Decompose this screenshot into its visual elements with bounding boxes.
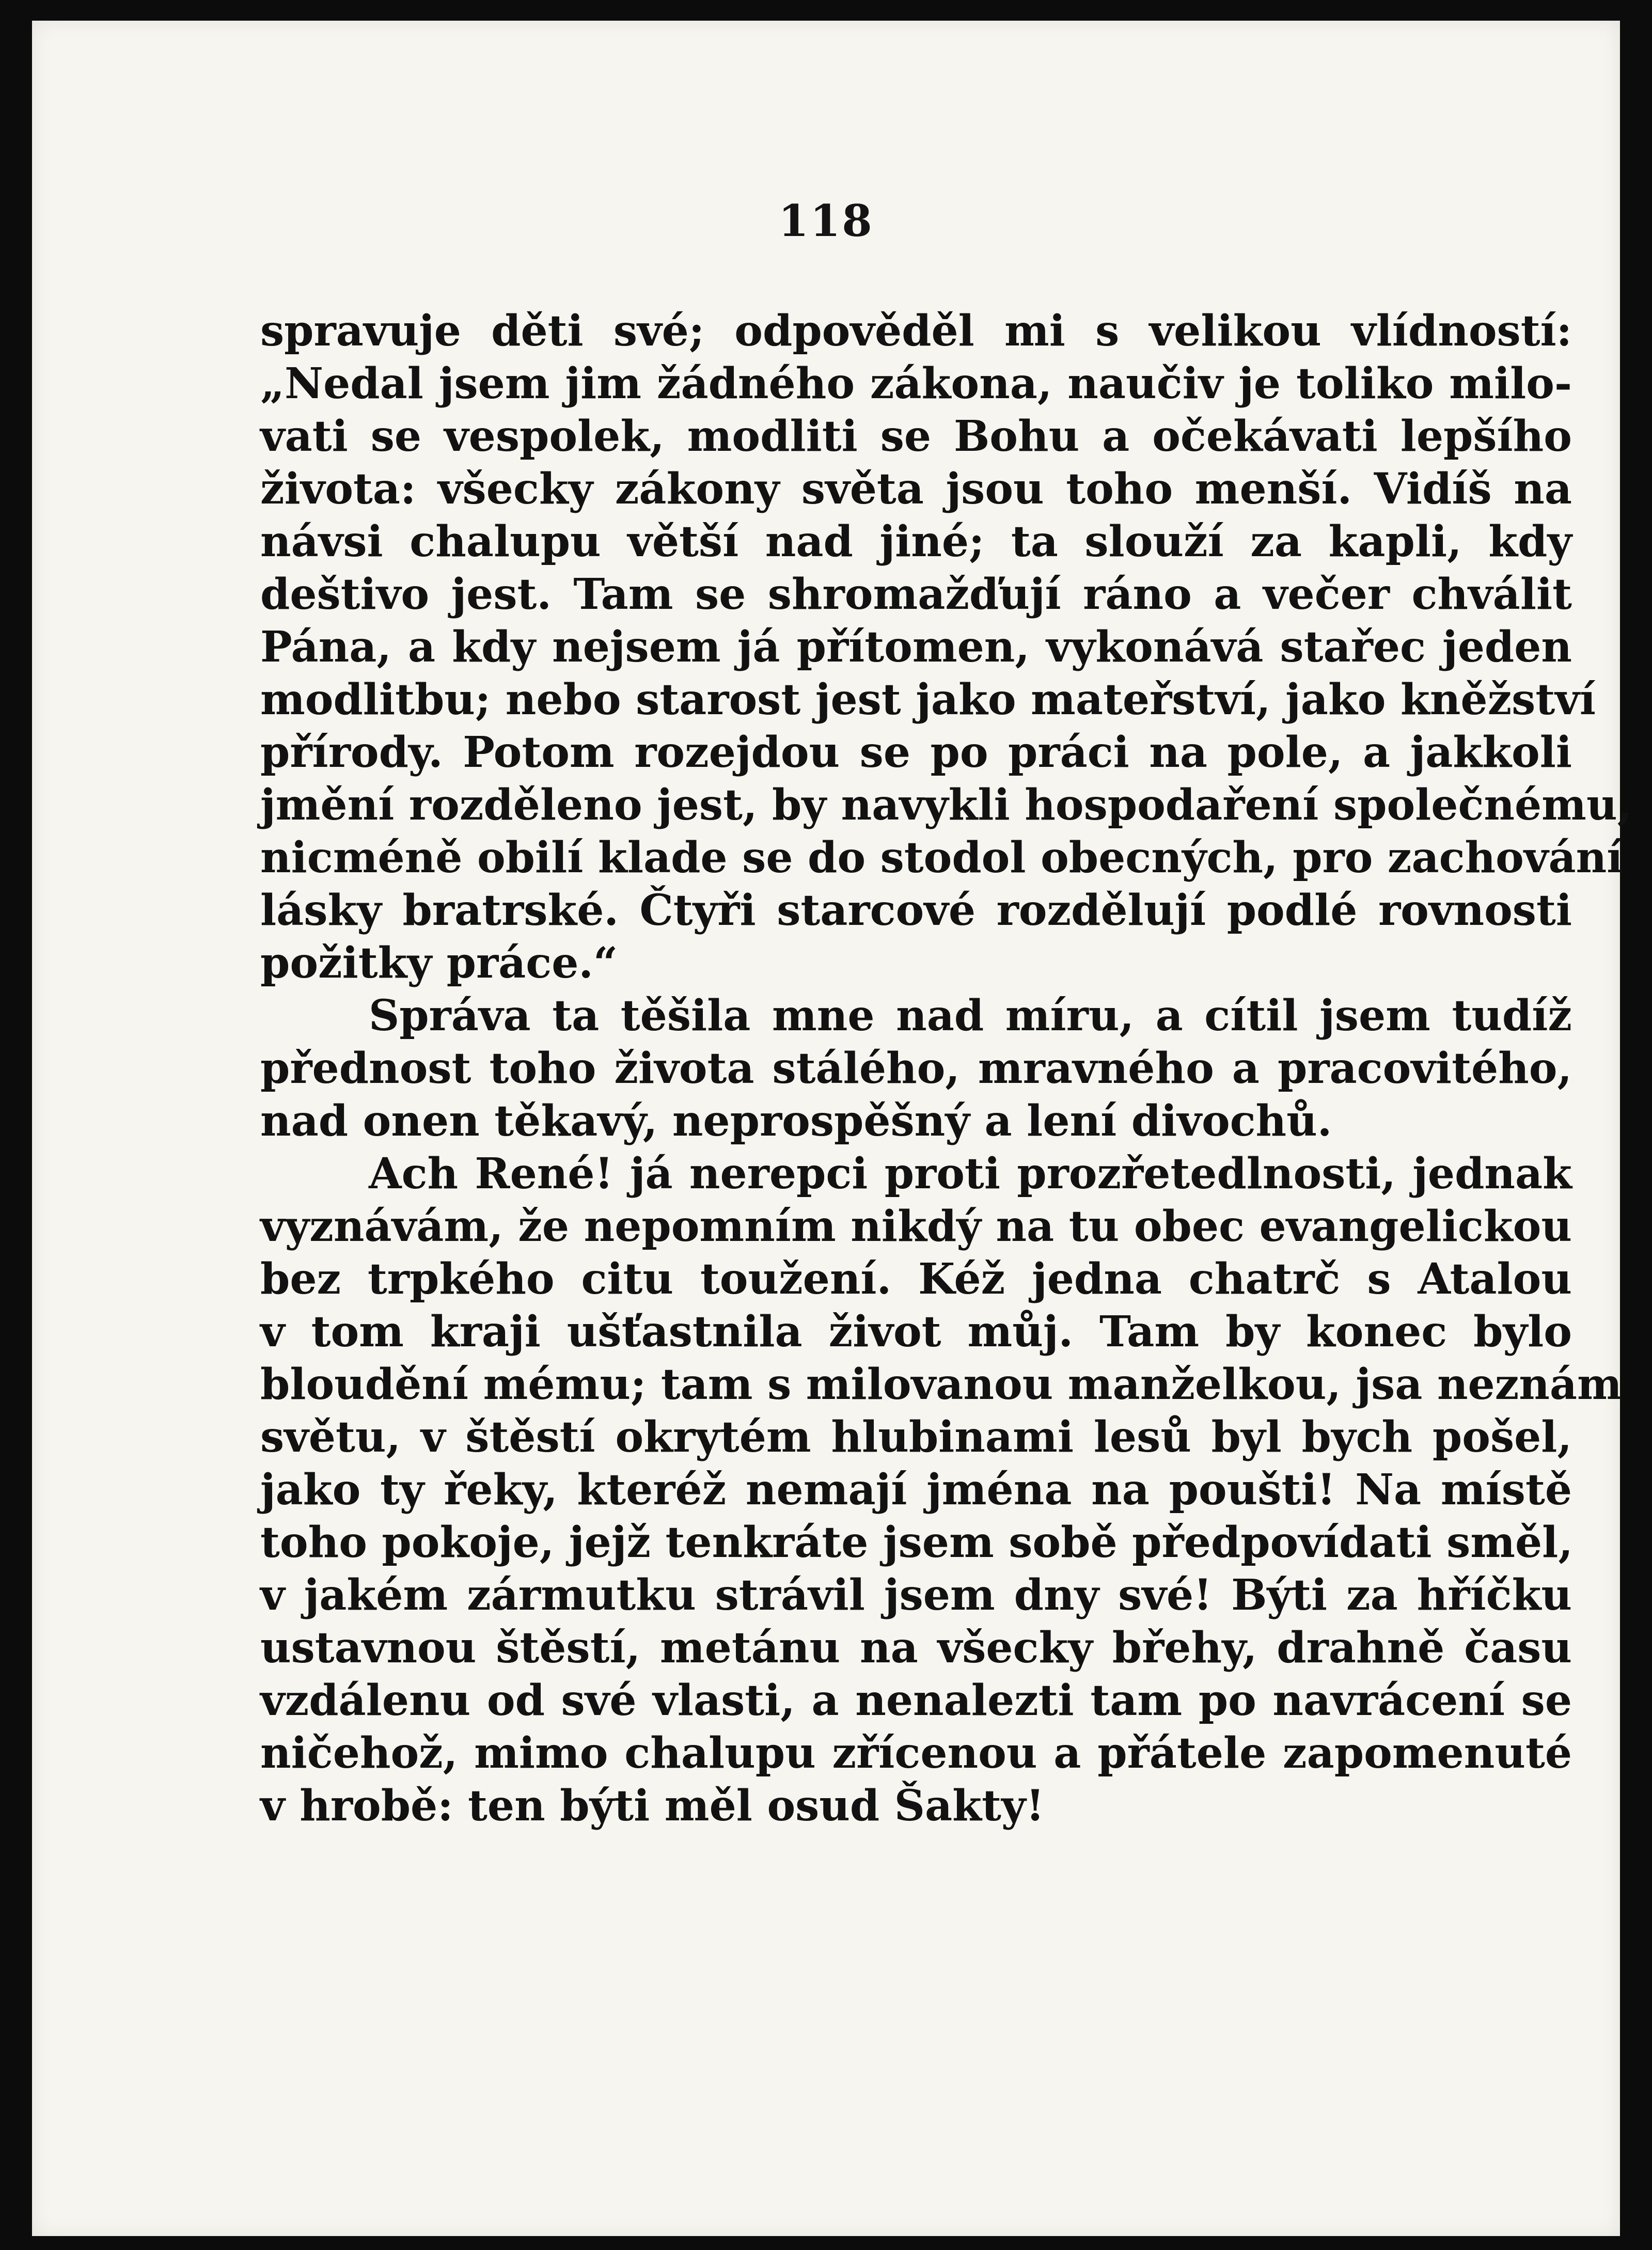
text-line: toho pokoje, jejž tenkráte jsem sobě předpovídati směl, xyxy=(260,1518,1573,1567)
text-line: nad onen těkavý, neprospěšný a lení divochů. xyxy=(260,1096,1332,1146)
text-line: vzdálenu od své vlasti, a nenalezti tam po navrácení se xyxy=(260,1676,1572,1725)
book-page xyxy=(32,21,1632,2236)
text-line: vyznávám, že nepomním nikdý na tu obec evangelickou xyxy=(260,1202,1572,1251)
text-line: spravuje děti své; odpověděl mi s velikou vlídností: xyxy=(260,306,1572,356)
text-line: v hrobě: ten býti měl osud Šakty! xyxy=(260,1781,1045,1831)
text-line: bloudění mému; tam s milovanou manželkou, jsa neznám xyxy=(260,1360,1622,1409)
text-line: v jakém zármutku strávil jsem dny své! Býti za hříčku xyxy=(260,1570,1572,1620)
text-line: ustavnou štěstí, metánu na všecky břehy, drahně času xyxy=(260,1623,1572,1673)
text-line: lásky bratrské. Čtyři starcové rozdělují podlé rovnosti xyxy=(260,886,1572,935)
text-line: Pána, a kdy nejsem já přítomen, vykonává stařec jeden xyxy=(260,622,1572,672)
page-number: 118 xyxy=(778,195,874,246)
text-line: nicméně obilí klade se do stodol obecných, pro zachování xyxy=(260,833,1623,883)
text-line: deštivo jest. Tam se shromažďují ráno a večer chválit xyxy=(260,570,1572,619)
text-line: vati se vespolek, modliti se Bohu a očekávati lepšího xyxy=(260,412,1572,461)
text-line: Správa ta těšila mne nad míru, a cítil jsem tudíž xyxy=(369,991,1572,1041)
text-line: návsi chalupu větší nad jiné; ta slouží za kapli, kdy xyxy=(260,517,1572,567)
text-line: jako ty řeky, kteréž nemají jména na poušti! Na místě xyxy=(260,1465,1572,1515)
text-line: bez trpkého citu toužení. Kéž jedna chatrč s Atalou xyxy=(260,1254,1572,1304)
text-line: přednost toho života stálého, mravného a pracovitého, xyxy=(260,1044,1572,1093)
text-line: života: všecky zákony světa jsou toho menší. Vidíš na xyxy=(260,464,1572,514)
text-line: modlitbu; nebo starost jest jako mateřství, jako kněžství xyxy=(260,675,1596,725)
text-line: požitky práce.“ xyxy=(260,938,618,988)
text-line: světu, v štěstí okrytém hlubinami lesů byl bych pošel, xyxy=(260,1412,1572,1462)
body-text xyxy=(260,305,1632,1832)
text-line: Ach René! já nerepci proti prozřetedlnosti, jednak xyxy=(369,1149,1572,1199)
text-line: ničehož, mimo chalupu zřícenou a přátele zapomenuté xyxy=(260,1728,1572,1778)
text-line: přírody. Potom rozejdou se po práci na pole, a jakkoli xyxy=(260,728,1572,777)
text-line: jmění rozděleno jest, by navykli hospodaření společnému, xyxy=(260,780,1632,830)
text-line: „Nedal jsem jim žádného zákona, naučiv je toliko milo- xyxy=(260,359,1572,408)
text-line: v tom kraji ušťastnila život můj. Tam by konec bylo xyxy=(260,1307,1572,1357)
